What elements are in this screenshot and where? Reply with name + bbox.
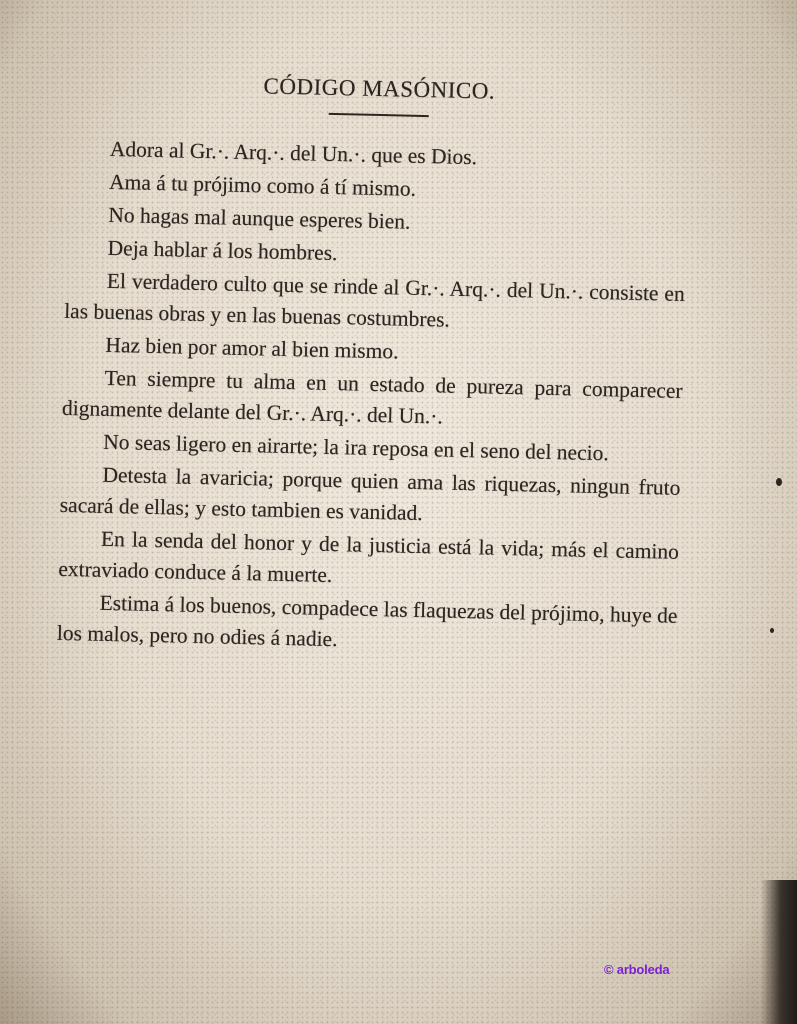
paragraph-6: Haz bien por amor al bien mismo. [105, 332, 399, 364]
paragraph-5: El verdadero culto que se rinde al Gr.·. Arq.·. del Un.·. consiste en las buenas obras y en las buenas costumbres. [63, 268, 686, 332]
text-block [57, 53, 690, 663]
paragraph-8: No seas ligero en airarte; la ira reposa en el seno del necio. [102, 429, 610, 466]
paragraph-11: Estima á los buenos, compadece las flaquezas del prójimo, huye de los malos, pero no odies á nadie. [56, 590, 678, 652]
paragraph-2: Ama á tu prójimo como á tí mismo. [108, 169, 417, 201]
paragraph-10: En la senda del honor y de la justicia está la vida; más el camino extraviado conduce á la muerte. [58, 526, 680, 588]
paragraph-7: Ten siempre tu alma en un estado de pureza para comparecer dignamente delante del Gr.·. Arq.·. del Un.·. [61, 365, 683, 429]
title-rule [329, 113, 429, 117]
paragraph-1: Adora al Gr.·. Arq.·. del Un.·. que es Dios. [109, 136, 478, 170]
ink-spot [776, 478, 782, 486]
watermark: © arboleda [604, 962, 670, 977]
paragraph-3: No hagas mal aunque esperes bien. [108, 202, 411, 234]
page-title: CÓDIGO MASÓNICO. [263, 73, 496, 104]
ink-spot [770, 628, 774, 633]
paragraph-4: Deja hablar á los hombres. [107, 235, 338, 266]
paragraph-9: Detesta la avaricia; porque quien ama las riquezas, ningun fruto sacará de ellas; y esto tambien es vanidad. [59, 462, 681, 526]
page-edge-shadow [761, 880, 797, 1024]
